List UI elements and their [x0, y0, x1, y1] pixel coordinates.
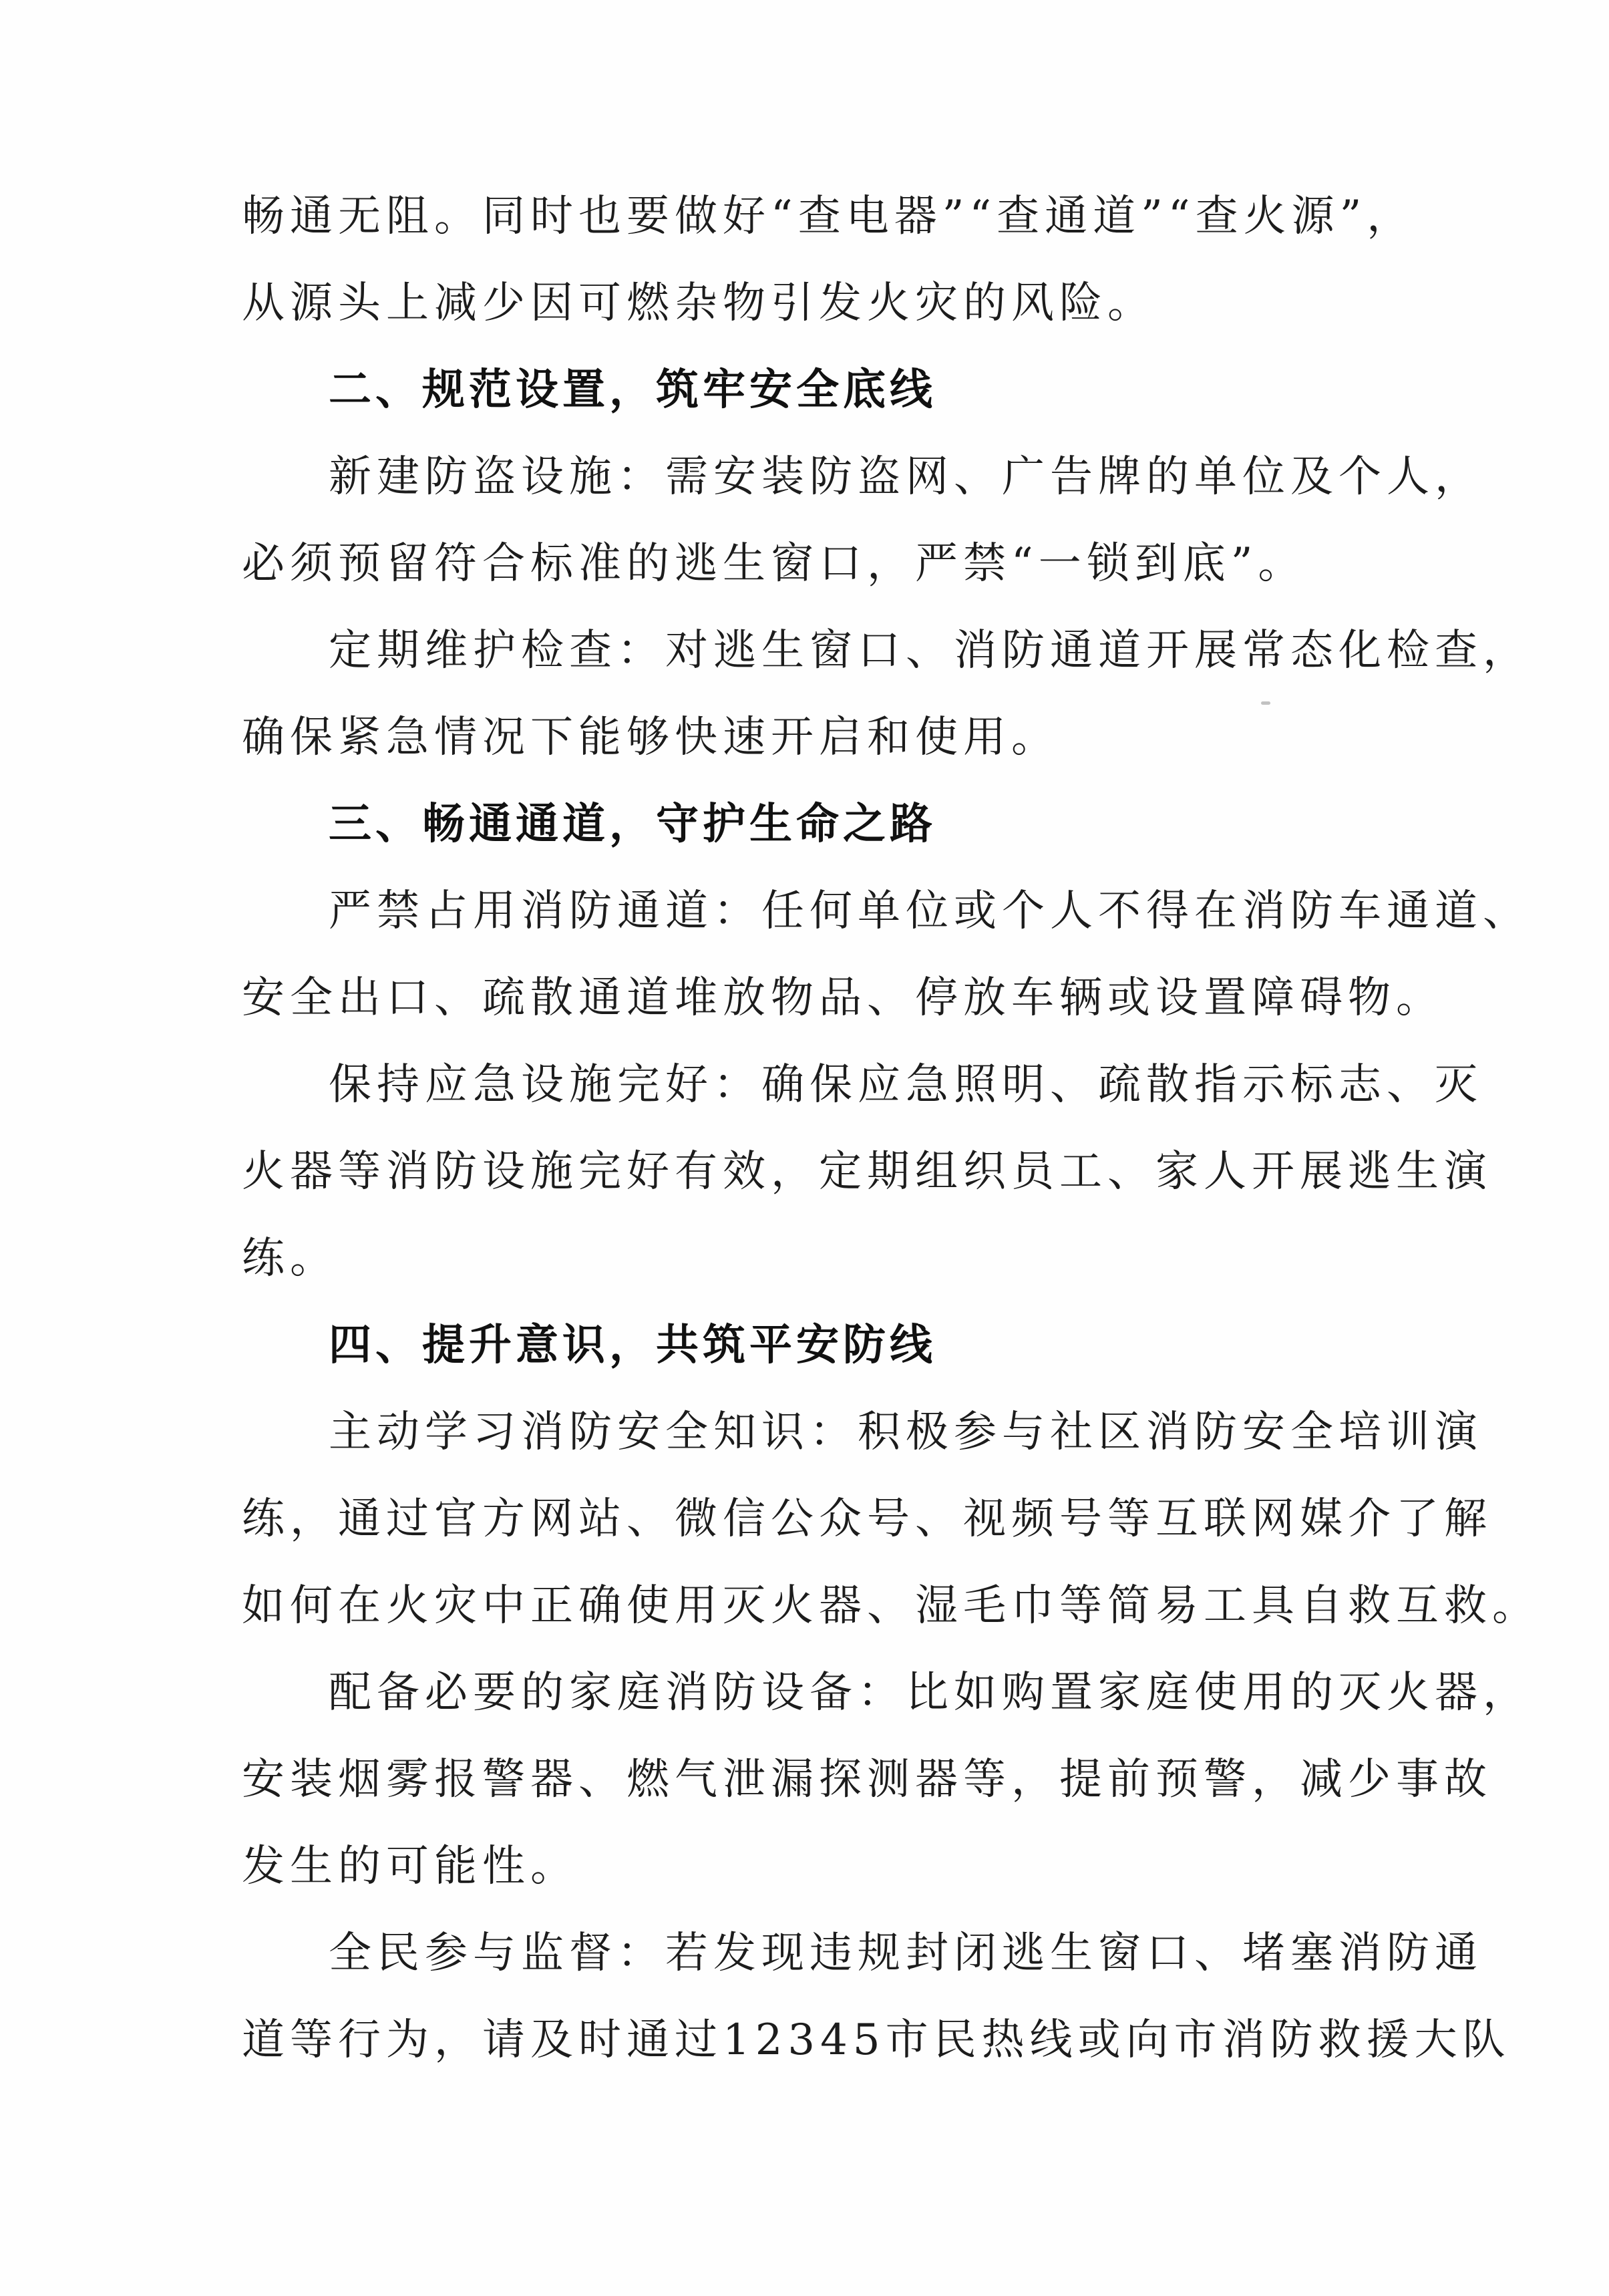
paragraph-line: 畅通无阻。同时也要做好“查电器”“查通道”“查火源”， [242, 192, 1415, 241]
paragraph-line: 从源头上减少因可燃杂物引发火灾的风险。 [242, 279, 1155, 328]
paragraph-line: 如何在火灾中正确使用灭火器、湿毛巾等简易工具自救互救。 [242, 1581, 1540, 1631]
paragraph-line: 严禁占用消防通道：任何单位或个人不得在消防车通道、 [329, 886, 1531, 936]
paragraph-line: 火器等消防设施完好有效，定期组织员工、家人开展逃生演 [242, 1147, 1492, 1196]
paragraph-line: 确保紧急情况下能够快速开启和使用。 [242, 713, 1059, 762]
paragraph-line: 安装烟雾报警器、燃气泄漏探测器等，提前预警，减少事故 [242, 1755, 1492, 1804]
paragraph-line: 练，通过官方网站、微信公众号、视频号等互联网媒介了解 [242, 1494, 1492, 1544]
paragraph-line: 道等行为，请及时通过12345市民热线或向市消防救援大队 [242, 2015, 1511, 2065]
paragraph-line: 必须预留符合标准的逃生窗口，严禁“一锁到底”。 [242, 539, 1306, 589]
paragraph-line: 新建防盗设施：需安装防盗网、广告牌的单位及个人， [329, 452, 1483, 502]
paragraph-line: 发生的可能性。 [242, 1842, 578, 1891]
paragraph-line: 全民参与监督：若发现违规封闭逃生窗口、堵塞消防通 [329, 1929, 1483, 1978]
paragraph-line: 保持应急设施完好：确保应急照明、疏散指示标志、灭 [329, 1060, 1483, 1110]
section-heading: 四、提升意识，共筑平安防线 [329, 1321, 936, 1370]
paragraph-line: 主动学习消防安全知识：积极参与社区消防安全培训演 [329, 1408, 1483, 1457]
paragraph-line: 定期维护检查：对逃生窗口、消防通道开展常态化检查， [329, 626, 1531, 675]
paragraph-line: 配备必要的家庭消防设备：比如购置家庭使用的灭火器， [329, 1668, 1531, 1717]
paragraph-line: 练。 [242, 1234, 338, 1283]
section-heading: 二、规范设置，筑牢安全底线 [329, 365, 936, 415]
scan-speck [1261, 701, 1270, 705]
section-heading: 三、畅通通道，守护生命之路 [329, 800, 936, 849]
paragraph-line: 安全出口、疏散通道堆放物品、停放车辆或设置障碍物。 [242, 973, 1444, 1023]
